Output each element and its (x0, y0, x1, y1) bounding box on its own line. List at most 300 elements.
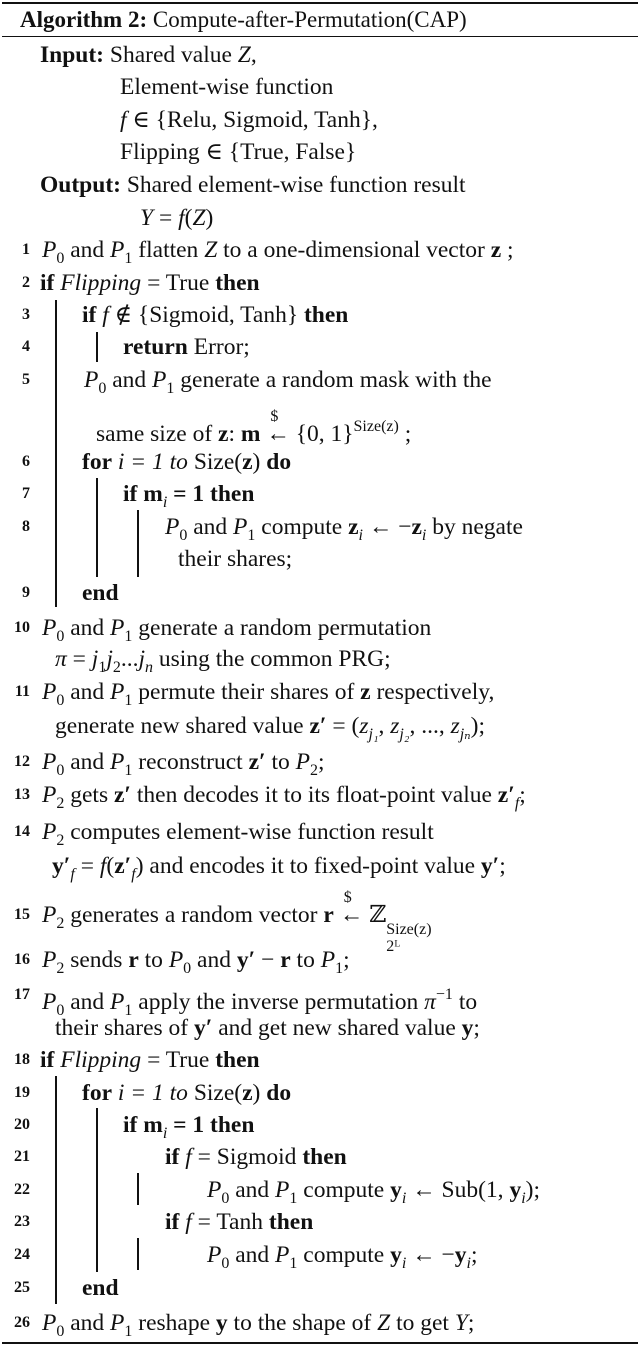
algorithm-line (84, 364, 492, 405)
text-segment: by negate (426, 514, 523, 540)
text-segment: reshape (132, 1310, 216, 1336)
text-segment: P (233, 514, 248, 540)
keyword: do (266, 449, 292, 475)
text-segment: to get (390, 1310, 455, 1336)
text-segment: Shared element-wise function result (120, 172, 466, 198)
text-segment: P (110, 679, 125, 705)
algorithm-line (165, 1141, 347, 1173)
text-segment: f (99, 853, 107, 879)
keyword: z′ (114, 853, 132, 879)
text-segment: using the common PRG; (153, 646, 391, 672)
keyword: = 1 then (167, 481, 255, 507)
subscript: 2ᴸ (386, 938, 401, 955)
text-segment: Flipping (60, 1047, 142, 1073)
algorithm-line (165, 1206, 313, 1238)
sub-superscript (386, 921, 431, 955)
keyword: if (165, 1144, 180, 1170)
keyword: z (242, 1080, 253, 1106)
block-indent-line (55, 1076, 57, 1304)
text-segment: to (452, 989, 478, 1015)
text-segment: 1 (124, 1323, 133, 1340)
keyword: if (82, 302, 97, 328)
text-segment: P (110, 749, 125, 775)
algorithm-line (82, 577, 119, 609)
text-segment: 0 (98, 380, 107, 397)
text-segment: 1 (124, 250, 133, 267)
text-segment: j₂ (399, 726, 410, 743)
text-segment: −1 (435, 986, 453, 1003)
line-number: 13 (14, 786, 30, 803)
text-segment: ← − (362, 514, 412, 540)
text-segment: z (390, 713, 400, 739)
keyword: if (165, 1209, 180, 1235)
text-segment: i (358, 527, 363, 544)
text-segment: P (295, 749, 310, 775)
algorithm-line (52, 850, 506, 891)
text-segment: P (42, 679, 57, 705)
line-number: 8 (22, 518, 30, 535)
text-segment: : (228, 421, 241, 447)
text-segment: j₁ (368, 726, 379, 743)
text-segment: P (42, 902, 57, 928)
text-segment: compute (297, 1242, 391, 1268)
keyword: do (266, 1080, 292, 1106)
text-segment: respectively, (370, 679, 495, 705)
algorithm-line (178, 543, 292, 575)
text-segment: , (250, 42, 257, 68)
text-segment: j (138, 646, 146, 672)
keyword: y′ (52, 853, 71, 879)
text-segment: ; (467, 1310, 475, 1336)
keyword: for (82, 1080, 113, 1106)
text-segment: then decodes it to its float-point value (131, 782, 498, 808)
caption-rule (2, 36, 638, 37)
text-segment: generates a random vector (64, 902, 324, 928)
line-number: 21 (14, 1148, 30, 1165)
text-segment: 0 (56, 628, 65, 645)
algorithm-line (40, 39, 257, 71)
block-indent-line (137, 1173, 139, 1205)
text-segment: 0 (179, 527, 188, 544)
text-segment: ( (106, 853, 115, 879)
keyword: Input: (40, 42, 105, 68)
text-segment: 0 (56, 250, 65, 267)
text-segment: reconstruct (132, 749, 249, 775)
text-segment: to (265, 749, 296, 775)
text-segment: i (162, 494, 168, 511)
text-segment: P (207, 1242, 222, 1268)
text-segment: generate new shared value (55, 713, 310, 739)
text-segment: f (178, 205, 185, 231)
algorithm-line (82, 1272, 119, 1304)
text-segment: ) (252, 449, 267, 475)
text-segment: ; (499, 853, 506, 879)
text-segment: P (42, 782, 57, 808)
algorithm-line (55, 710, 485, 751)
keyword: z (348, 514, 359, 540)
keyword: y (509, 1177, 522, 1203)
text-segment: and (64, 615, 111, 641)
bottom-rule (2, 1342, 638, 1344)
text-segment: i (401, 1255, 407, 1272)
text-segment: j (106, 646, 113, 672)
text-segment: , ..., (409, 713, 451, 739)
keyword: y′ (480, 853, 500, 879)
text-segment: ; (318, 749, 325, 775)
text-segment: P (152, 367, 167, 393)
text-segment: 0 (56, 1323, 65, 1340)
text-segment: Flipping ∈ {True, False} (120, 139, 357, 165)
text-segment: P (42, 749, 57, 775)
algorithm-line (42, 779, 526, 820)
line-number: 16 (14, 951, 30, 968)
text-segment: f (120, 107, 127, 133)
text-segment: P (275, 1177, 290, 1203)
text-segment: P (42, 615, 57, 641)
text-segment: P (110, 615, 125, 641)
text-segment: ← ℤ (339, 902, 387, 928)
text-segment: P (42, 1310, 57, 1336)
keyword: Output: (40, 172, 121, 198)
text-segment: 1 (124, 692, 133, 709)
text-segment: ∉ {Sigmoid, Tanh} (108, 302, 304, 328)
text-segment: , (378, 713, 391, 739)
keyword: r (323, 902, 334, 928)
algorithm-line: $P_2$ generates a random vector r $← ℤ Size(z) 2ᴸ (42, 889, 432, 955)
text-segment: Y (140, 205, 154, 231)
text-segment: f (70, 866, 75, 883)
block-indent-line (96, 478, 98, 577)
text-segment: and (64, 679, 111, 705)
text-segment: and (187, 514, 234, 540)
keyword: end (82, 580, 119, 606)
text-segment: i = 1 to (117, 1080, 188, 1106)
text-segment: = (153, 205, 179, 231)
text-segment: 1 (124, 1002, 133, 1019)
text-segment: P (275, 1242, 290, 1268)
line-number: 18 (14, 1051, 30, 1068)
text-segment: π (55, 646, 67, 672)
text-segment: P (165, 514, 180, 540)
keyword: then (215, 1047, 260, 1073)
text-segment: to the shape of (227, 1310, 378, 1336)
text-segment: Z (377, 1310, 391, 1336)
text-segment: 1 (166, 380, 175, 397)
algorithm-line (82, 299, 348, 331)
keyword: z′ (497, 782, 515, 808)
text-segment: sends (64, 947, 129, 973)
text-segment: and get new shared value (212, 1015, 462, 1041)
text-segment: i (466, 1255, 471, 1272)
text-segment: 0 (221, 1255, 230, 1272)
algorithm-line (120, 104, 378, 136)
text-segment: Shared value (104, 42, 238, 68)
text-segment: f (185, 1209, 192, 1235)
text-segment: = (66, 646, 92, 672)
text-segment: Size( (187, 1080, 243, 1106)
text-segment: and (64, 989, 111, 1015)
text-segment: f (185, 1144, 192, 1170)
keyword: then (302, 1144, 347, 1170)
keyword: y (215, 1310, 228, 1336)
text-segment: 2 (112, 659, 121, 676)
algorithm-line (82, 1077, 291, 1109)
keyword: z (242, 449, 253, 475)
text-segment: 1 (247, 527, 256, 544)
text-segment: computes element-wise function result (64, 819, 434, 845)
block-indent-line (55, 300, 57, 607)
text-segment: j (91, 646, 99, 672)
top-rule (2, 2, 638, 4)
text-segment: ) (252, 1080, 267, 1106)
algorithm-line: same size of z: m $← {0, 1}$^{Size(z)}$ ; (96, 408, 412, 447)
text-segment: z (450, 713, 460, 739)
line-number: 11 (14, 683, 30, 700)
text-segment: their shares of (55, 1015, 194, 1041)
line-number: 7 (22, 485, 30, 502)
text-segment: to (138, 947, 169, 973)
text-segment: Z (237, 42, 251, 68)
keyword: y (461, 1015, 474, 1041)
keyword: end (82, 1275, 119, 1301)
text-segment: = ( (326, 713, 360, 739)
text-segment: apply the inverse permutation (132, 989, 425, 1015)
keyword: then (268, 1209, 314, 1235)
text-segment: and (64, 237, 111, 263)
algorithm-line (40, 169, 466, 201)
text-segment: Size(z) (353, 418, 399, 435)
text-segment: P (84, 367, 99, 393)
line-number: 23 (14, 1213, 30, 1230)
text-segment: generate a random mask with the (174, 367, 492, 393)
text-segment: same size of (96, 421, 219, 447)
text-segment: ; (519, 782, 526, 808)
line-number: 2 (22, 274, 30, 291)
text-segment: P (42, 989, 57, 1015)
line-number: 9 (22, 584, 30, 601)
text-segment: to (290, 947, 321, 973)
line-number: 26 (14, 1314, 30, 1331)
algorithm-line (40, 1044, 260, 1076)
line-number: 25 (14, 1279, 30, 1296)
text-segment: n (145, 659, 154, 676)
keyword: z (411, 514, 422, 540)
text-segment: compute (255, 514, 349, 540)
text-segment: ) (205, 205, 214, 231)
text-segment: flatten (132, 237, 205, 263)
text-segment: 1 (289, 1190, 298, 1207)
text-segment: P (110, 989, 125, 1015)
text-segment: Z (204, 237, 218, 263)
keyword: z′ (309, 713, 327, 739)
text-segment: ∈ {Relu, Sigmoid, Tanh}, (126, 107, 378, 133)
keyword: z′ (248, 749, 266, 775)
line-number: 3 (22, 306, 30, 323)
keyword: if m (123, 481, 163, 507)
text-segment: 1 (124, 628, 133, 645)
text-segment: 1 (98, 659, 107, 676)
algorithm-line (123, 331, 250, 363)
algorithm-line (40, 267, 260, 299)
algorithm-line (55, 1012, 480, 1044)
text-segment: − (255, 947, 281, 973)
line-number: 17 (14, 986, 30, 1003)
text-segment: = True (141, 1047, 216, 1073)
text-segment: i (401, 1190, 407, 1207)
text-segment: P (42, 237, 57, 263)
text-segment: z (359, 713, 369, 739)
keyword: y (390, 1242, 402, 1268)
line-number: 10 (14, 619, 30, 636)
text-segment: 0 (56, 692, 65, 709)
keyword: = 1 then (167, 1112, 255, 1138)
keyword: then (215, 270, 260, 296)
block-indent-line (96, 332, 98, 362)
keyword: for (82, 449, 113, 475)
text-segment: their shares; (178, 546, 293, 572)
text-segment: and (64, 749, 111, 775)
text-segment: ← Sub(1, (406, 1177, 510, 1203)
line-number: 15 (14, 906, 30, 923)
text-segment: ) and encodes it to fixed-point value (135, 853, 481, 879)
text-segment: 2 (56, 915, 65, 932)
text-segment: i (162, 1125, 168, 1142)
text-segment: permute their shares of (132, 679, 361, 705)
keyword: r (280, 947, 291, 973)
text-segment: and (64, 1310, 111, 1336)
text-segment: i = 1 to (117, 449, 188, 475)
keyword: y (390, 1177, 402, 1203)
text-segment: 0 (183, 960, 192, 977)
line-number: 1 (22, 241, 30, 258)
text-segment: generate a random permutation (132, 615, 432, 641)
keyword: then (303, 302, 349, 328)
keyword: m (240, 421, 261, 447)
text-segment: and (106, 367, 153, 393)
text-segment: = Sigmoid (191, 1144, 303, 1170)
line-number: 6 (22, 453, 30, 470)
algorithm-label: Algorithm 2: (20, 7, 148, 32)
superscript: Size(z) (386, 921, 432, 938)
keyword: y′ (236, 947, 256, 973)
text-segment: ; (501, 237, 514, 263)
keyword: return (123, 334, 188, 360)
text-segment: 2 (56, 795, 65, 812)
text-segment: f (102, 302, 109, 328)
line-number: 14 (14, 823, 30, 840)
text-segment: P (168, 947, 184, 973)
text-segment: 1 (124, 762, 133, 779)
algorithm-line (140, 202, 213, 234)
text-segment: and (229, 1177, 276, 1203)
text-segment: ... (120, 646, 139, 672)
text-segment: P (110, 237, 125, 263)
keyword: z′ (113, 782, 132, 808)
line-number: 19 (14, 1084, 30, 1101)
keyword: z (218, 421, 229, 447)
line-number: 24 (14, 1246, 30, 1263)
keyword: if (40, 1047, 55, 1073)
keyword: if m (123, 1112, 163, 1138)
text-segment: f (514, 795, 520, 812)
text-segment: Element-wise function (120, 74, 334, 100)
text-segment: P (320, 947, 336, 973)
text-segment: gets (64, 782, 114, 808)
algorithm-line (120, 136, 356, 168)
text-segment: π (424, 989, 436, 1015)
block-indent-line (137, 510, 139, 577)
text-segment: and (229, 1242, 276, 1268)
keyword: y′ (194, 1015, 213, 1041)
text-segment: ; (343, 947, 350, 973)
text-segment: ; (398, 421, 412, 447)
text-segment: Error; (187, 334, 250, 360)
algorithm-caption (20, 5, 467, 35)
algorithm-line (207, 1239, 478, 1280)
line-number: 5 (22, 371, 30, 388)
algorithm-line (120, 71, 333, 103)
keyword: y (454, 1242, 467, 1268)
text-segment: P (207, 1177, 222, 1203)
text-segment: 0 (221, 1190, 230, 1207)
block-indent-line (137, 1238, 139, 1270)
text-segment: jₙ (459, 726, 471, 743)
text-segment: i (421, 527, 427, 544)
text-segment: P (42, 819, 57, 845)
text-segment: ( (184, 205, 193, 231)
line-number: 4 (22, 338, 30, 355)
algorithm-name: Compute-after-Permutation(CAP) (152, 7, 467, 32)
text-segment: compute (297, 1177, 391, 1203)
keyword: r (128, 947, 139, 973)
text-segment: i (521, 1190, 526, 1207)
keyword: z (490, 237, 502, 263)
text-segment: 2 (310, 762, 318, 779)
text-segment: Z (192, 205, 206, 231)
text-segment: ; (473, 1015, 480, 1041)
line-number: 12 (14, 753, 30, 770)
text-segment: 0 (56, 762, 65, 779)
keyword: z (360, 679, 371, 705)
text-segment: ); (470, 713, 486, 739)
text-segment: ← − (406, 1242, 455, 1268)
keyword: if (40, 270, 55, 296)
line-number: 22 (14, 1181, 30, 1198)
text-segment: ← {0, 1} (266, 421, 354, 447)
text-segment: ; (471, 1242, 478, 1268)
text-segment: = (74, 853, 100, 879)
text-segment: 2 (56, 960, 65, 977)
text-segment: to a one-dimensional vector (217, 237, 491, 263)
text-segment: Flipping (60, 270, 142, 296)
line-number: 20 (14, 1116, 30, 1133)
text-segment: = Tanh (191, 1209, 269, 1235)
text-segment: P (110, 1310, 125, 1336)
text-segment: Y (454, 1310, 468, 1336)
text-segment: and (191, 947, 237, 973)
algorithm-line (82, 446, 291, 478)
block-indent-line (96, 1108, 98, 1272)
text-segment: 1 (335, 960, 344, 977)
text-segment: 1 (289, 1255, 298, 1272)
text-segment: 2 (56, 832, 65, 849)
text-segment: Size( (187, 449, 243, 475)
text-segment: P (42, 947, 57, 973)
text-segment: 0 (56, 1002, 65, 1019)
text-segment: = True (141, 270, 216, 296)
text-segment: ); (525, 1177, 540, 1203)
text-segment: f (131, 866, 136, 883)
